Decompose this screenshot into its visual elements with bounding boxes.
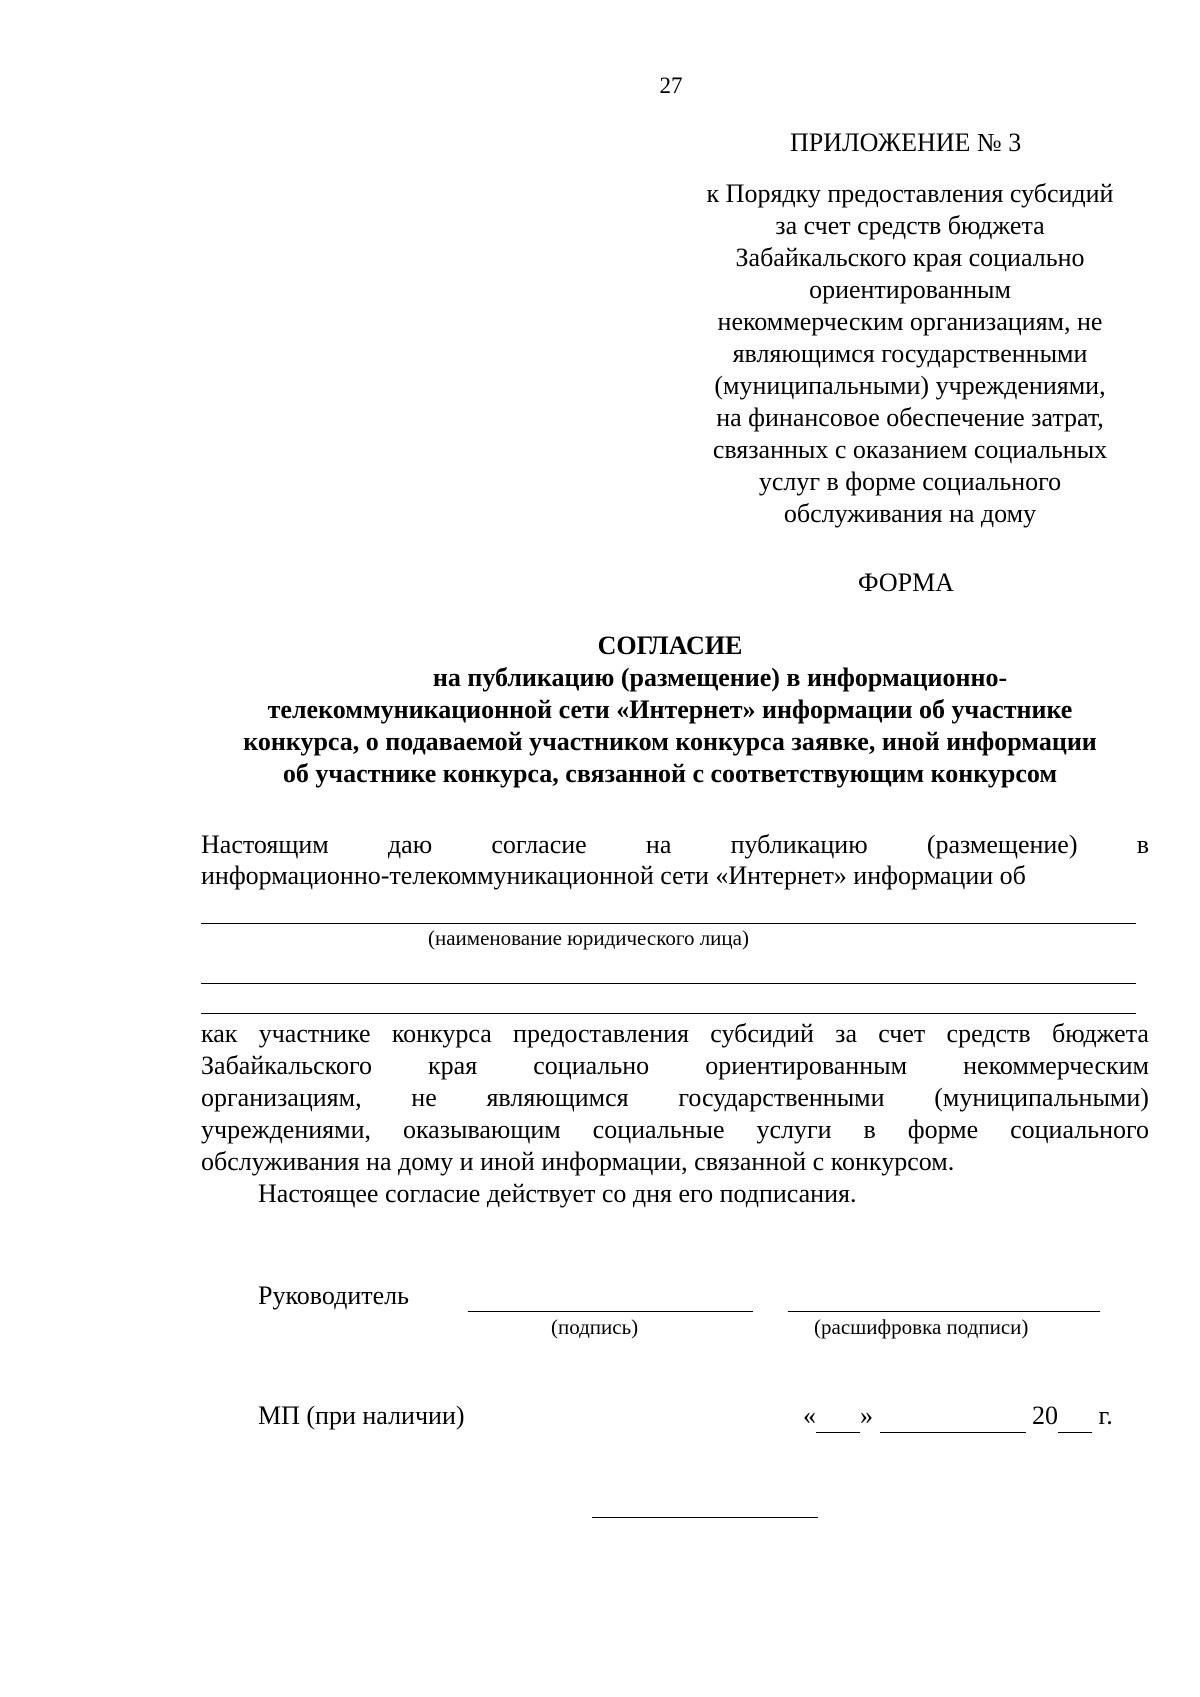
appendix-line: некоммерческим организациям, не bbox=[717, 307, 1103, 336]
page-number: 27 bbox=[659, 73, 683, 98]
appendix-line: (муниципальными) учреждениями, bbox=[714, 371, 1106, 400]
appendix-reference bbox=[660, 178, 1160, 530]
heading-line: конкурса, о подаваемой участником конкурса заявке, иной информации bbox=[243, 727, 1097, 756]
entity-extra-field-1[interactable] bbox=[201, 983, 1136, 984]
word: как bbox=[201, 1019, 238, 1048]
appendix-line: за счет средств бюджета bbox=[775, 211, 1045, 240]
word: в bbox=[863, 1115, 876, 1144]
consent-body bbox=[201, 1018, 1149, 1210]
date-day-field[interactable] bbox=[816, 1400, 860, 1433]
signature-decode-field[interactable] bbox=[788, 1311, 1100, 1312]
consent-line-1 bbox=[201, 829, 1149, 861]
entity-name-caption: (наименование юридического лица) bbox=[428, 926, 749, 950]
heading-line: об участнике конкурса, связанной с соответствующим конкурсом bbox=[282, 759, 1058, 788]
appendix-line: обслуживания на дому bbox=[783, 499, 1037, 528]
appendix-line: ориентированным bbox=[809, 275, 1011, 304]
word: Настоящим bbox=[201, 830, 329, 859]
word: счет bbox=[878, 1019, 926, 1048]
date-open-quote: « bbox=[803, 1401, 816, 1430]
word: социального bbox=[1010, 1115, 1149, 1144]
body-last-line: обслуживания на дому и иной информации, связанной с конкурсом. bbox=[201, 1147, 955, 1176]
date-year-prefix: 20 bbox=[1032, 1401, 1058, 1430]
word: публикацию bbox=[730, 830, 868, 859]
word: организациям, bbox=[201, 1083, 362, 1112]
word: не bbox=[411, 1083, 437, 1112]
word: учреждениями, bbox=[201, 1115, 372, 1144]
word: Забайкальского bbox=[201, 1051, 372, 1080]
word: (муниципальными) bbox=[934, 1083, 1149, 1112]
validity-statement: Настоящее согласие действует со дня его подписания. bbox=[258, 1179, 857, 1208]
appendix-title: ПРИЛОЖЕНИЕ № 3 bbox=[790, 128, 1022, 157]
signer-role: Руководитель bbox=[258, 1281, 409, 1310]
word: форме bbox=[907, 1115, 979, 1144]
form-label: ФОРМА bbox=[858, 568, 954, 597]
entity-name-field[interactable] bbox=[201, 923, 1136, 924]
appendix-line: к Порядку предоставления субсидий bbox=[706, 179, 1114, 208]
footer-separator bbox=[592, 1517, 818, 1518]
signature-caption: (подпись) bbox=[551, 1315, 639, 1339]
body-line bbox=[201, 1050, 1149, 1082]
word: оказывающим bbox=[402, 1115, 561, 1144]
signature-decode-caption: (расшифровка подписи) bbox=[814, 1315, 1029, 1339]
word: даю bbox=[387, 830, 433, 859]
word: участнике bbox=[258, 1019, 371, 1048]
word: края bbox=[428, 1051, 478, 1080]
word: государственными bbox=[678, 1083, 885, 1112]
appendix-line: Забайкальского края социально bbox=[735, 243, 1085, 272]
word: ориентированным bbox=[705, 1051, 908, 1080]
date-close-quote: » bbox=[860, 1401, 873, 1430]
word: субсидий bbox=[710, 1019, 814, 1048]
appendix-line: услуг в форме социального bbox=[758, 467, 1062, 496]
word: на bbox=[645, 830, 672, 859]
stamp-label: МП (при наличии) bbox=[258, 1401, 465, 1430]
date-year-field[interactable] bbox=[1058, 1400, 1092, 1433]
word: предоставления bbox=[513, 1019, 690, 1048]
heading-line: на публикацию (размещение) в информационно- bbox=[432, 663, 1008, 692]
word: некоммерческим bbox=[963, 1051, 1149, 1080]
heading-line: телекоммуникационной сети «Интернет» информации об участнике bbox=[267, 695, 1073, 724]
body-line bbox=[201, 1114, 1149, 1146]
body-line bbox=[201, 1018, 1149, 1050]
date-line bbox=[803, 1400, 1113, 1433]
document-heading bbox=[190, 630, 1150, 790]
word: в bbox=[1136, 830, 1149, 859]
word: за bbox=[835, 1019, 857, 1048]
appendix-line: на финансовое обеспечение затрат, bbox=[716, 403, 1104, 432]
word: конкурса bbox=[391, 1019, 492, 1048]
body-line bbox=[201, 1082, 1149, 1114]
word: средств bbox=[946, 1019, 1031, 1048]
heading-title: СОГЛАСИЕ bbox=[597, 631, 743, 660]
word: (размещение) bbox=[926, 830, 1078, 859]
word: бюджета bbox=[1051, 1019, 1149, 1048]
signature-field[interactable] bbox=[468, 1311, 753, 1312]
word: являющимся bbox=[486, 1083, 629, 1112]
word: услуги bbox=[756, 1115, 832, 1144]
word: социально bbox=[533, 1051, 650, 1080]
appendix-line: являющимся государственными bbox=[732, 339, 1088, 368]
date-year-suffix: г. bbox=[1098, 1401, 1113, 1430]
entity-extra-field-2[interactable] bbox=[201, 1013, 1136, 1014]
word: социальные bbox=[592, 1115, 725, 1144]
consent-line-2: информационно-телекоммуникационной сети «Интернет» информации об bbox=[201, 861, 1026, 890]
date-month-field[interactable] bbox=[880, 1400, 1026, 1433]
word: согласие bbox=[491, 830, 587, 859]
appendix-line: связанных с оказанием социальных bbox=[712, 435, 1108, 464]
